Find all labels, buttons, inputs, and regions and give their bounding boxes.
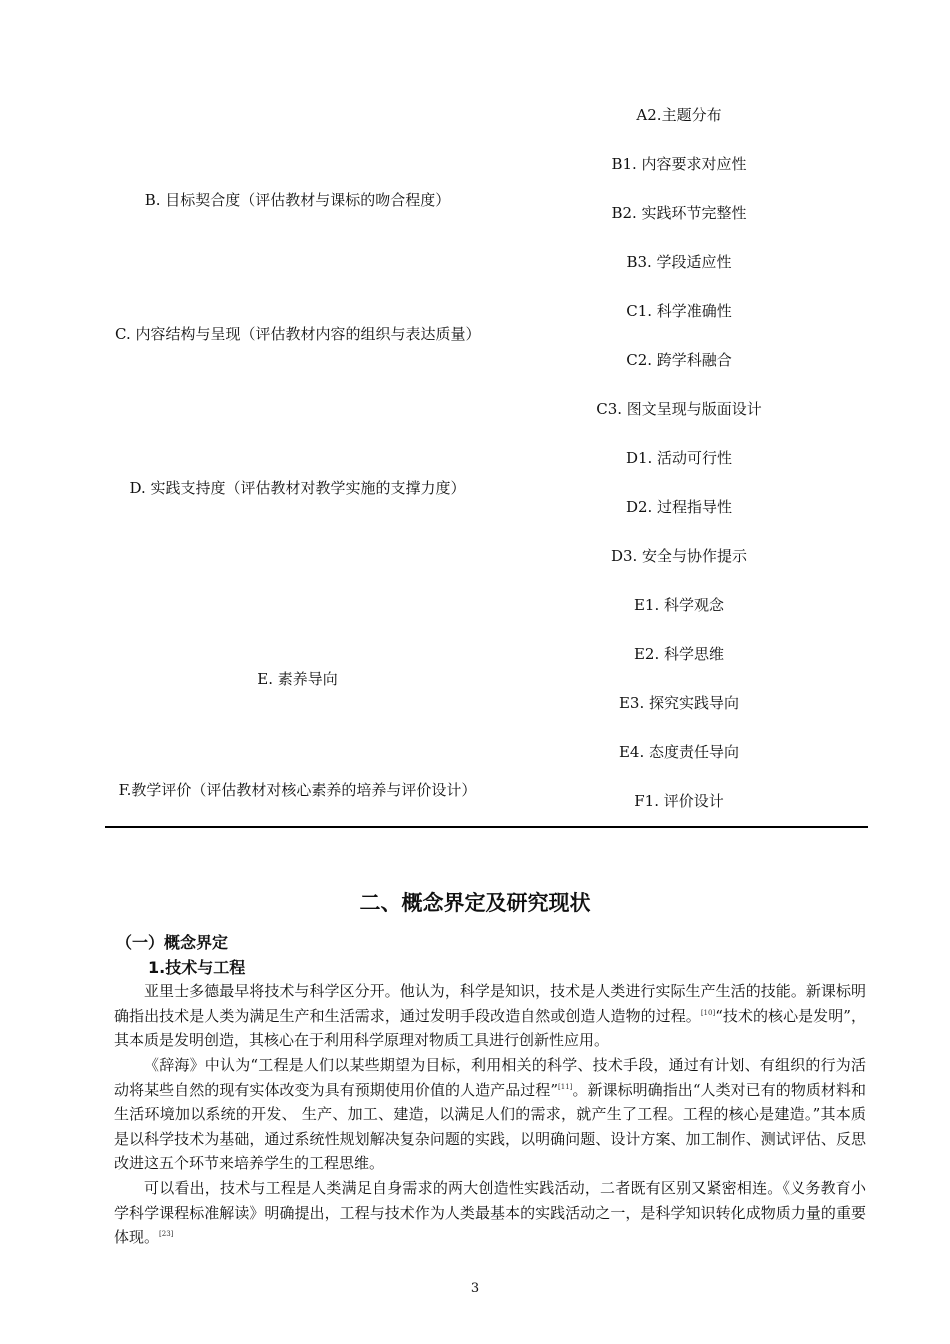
- table-cell-right-e4: E4. 态度责任导向: [618, 743, 740, 761]
- table-cell-right-d3: D3. 安全与协作提示: [610, 547, 748, 565]
- paragraph-2-text-b: 。新课标明确指出“人类对已有的物质材料和生活环境加以系统的开发、 生产、加工、建造，以满足人们的需求，就产生了工程。工程的核心是建造。”其本质是以科学技术为基础，通过系统性规划解决复杂问题的实践，以明确问题、设计方案、加工制作、测试评估、反思改进这五个环节来培养学生的工程思维。: [114, 1080, 867, 1172]
- table-cell-left-c: C. 内容结构与呈现（评估教材内容的组织与表达质量）: [115, 325, 481, 343]
- paragraph-1-text-a: 亚里士多德最早将技术与科学区分开。他认为，科学是知识，技术是人类进行实际生产生活的技能。新课标明确指出技术是人类为满足生产和生活需求，通过发明手段改造自然或创造人造物的过程。: [114, 982, 866, 1025]
- page-number: 3: [470, 1281, 480, 1296]
- citation-10: [10]: [700, 1008, 716, 1017]
- table-cell-right-c1: C1. 科学准确性: [626, 302, 732, 320]
- subsubsection-title: 1.技术与工程: [148, 958, 246, 977]
- paragraph-1: [114, 979, 866, 1053]
- table-cell-right-f1: F1. 评价设计: [634, 792, 724, 810]
- table-cell-right-e1: E1. 科学观念: [633, 596, 725, 614]
- paragraph-3-text-a: 可以看出，技术与工程是人类满足自身需求的两大创造性实践活动，二者既有区别又紧密相连。《义务教育小学科学课程标准解读》明确提出，工程与技术作为人类最基本的实践活动之一，是科学知识转化成物质力量的重要体现。: [114, 1179, 866, 1246]
- table-cell-right-b3: B3. 学段适应性: [626, 253, 732, 271]
- table-cell-right-e3: E3. 探究实践导向: [618, 694, 740, 712]
- table-cell-right-b2: B2. 实践环节完整性: [611, 204, 747, 222]
- table-cell-right-d2: D2. 过程指导性: [625, 498, 733, 516]
- table-cell-right-c3: C3. 图文呈现与版面设计: [596, 400, 762, 418]
- paragraph-2-text-a: 《辞海》中认为“工程是人们以某些期望为目标，利用相关的科学、技术手段，通过有计划、有组织的行为活动将某些自然的现有实体改变为具有预期使用价值的人造产品过程”: [114, 1056, 866, 1099]
- table-cell-right-a2: A2.主题分布: [636, 106, 722, 124]
- section-title: 二、概念界定及研究现状: [359, 891, 591, 915]
- citation-23: [23]: [159, 1230, 174, 1238]
- table-cell-left-e: E. 素养导向: [257, 670, 338, 688]
- table-cell-right-b1: B1. 内容要求对应性: [611, 155, 747, 173]
- subsection-title: （一）概念界定: [116, 933, 229, 952]
- paragraph-3: [114, 1176, 866, 1250]
- paragraph-1-text-b: “技术的核心是发明”，其本质是发明创造，其核心在于利用科学原理对物质工具进行创新性应用。: [114, 1006, 866, 1049]
- table-cell-right-c2: C2. 跨学科融合: [626, 351, 732, 369]
- table-cell-left-f: F.教学评价（评估教材对核心素养的培养与评价设计）: [118, 781, 477, 799]
- table-cell-right-d1: D1. 活动可行性: [625, 449, 733, 467]
- table-bottom-rule: [105, 826, 868, 828]
- paragraph-2: [114, 1053, 866, 1176]
- table-cell-right-e2: E2. 科学思维: [633, 645, 725, 663]
- table-cell-left-d: D. 实践支持度（评估教材对教学实施的支撑力度）: [129, 479, 466, 497]
- citation-11: [11]: [558, 1082, 573, 1091]
- table-cell-left-b: B. 目标契合度（评估教材与课标的吻合程度）: [144, 191, 451, 209]
